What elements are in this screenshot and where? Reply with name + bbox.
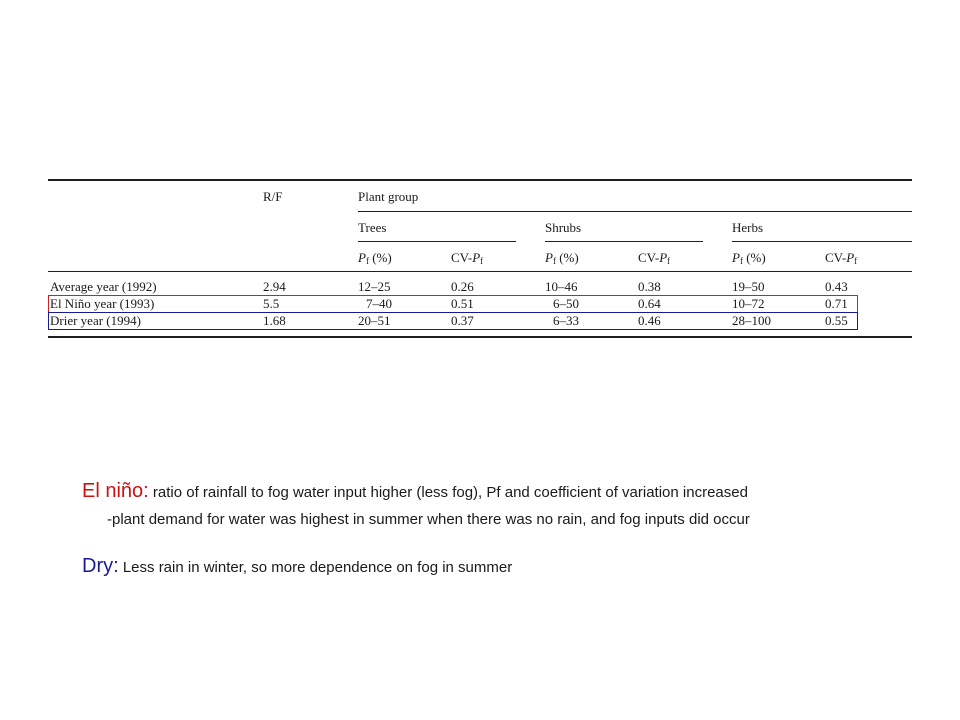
dry-lead: Dry [82,555,114,577]
shrubs-cv-value: 0.64 [638,296,661,311]
shrubs-pf-value: 6–50 [553,296,579,311]
dry-colon: : [113,555,119,577]
row-label: Drier year (1994) [50,313,141,328]
herbs-header: Herbs [732,220,764,235]
rf-value: 2.94 [263,279,286,294]
trees-cv-header: $CV-P_f$ [451,250,484,266]
trees-cv-value: 0.37 [451,313,474,328]
herbs-cv-value: 0.71 [825,296,848,311]
data-table [48,179,912,339]
rf-header: R/F [263,189,283,204]
row-label: Average year (1992) [50,279,157,294]
el-nino-lead: El niño [82,480,144,502]
shrubs-header: Shrubs [545,220,582,235]
trees-pf-value: 12–25 [358,279,391,294]
trees-cv-value: 0.26 [451,279,474,294]
herbs-pf-value: 28–100 [732,313,771,328]
header-bottom-rule [48,271,912,272]
el-nino-text: ratio of rainfall to fog water input higher (less fog), Pf and coefficient of variation increased [148,484,748,501]
shrubs-cv-header: $CV-P_f$ [638,250,671,266]
herbs-pf-value: 10–72 [732,296,765,311]
trees-pf-header: $P_f$ (%) [358,250,392,266]
shrubs-underline [545,241,703,242]
herbs-underline [732,241,912,242]
herbs-pf-value: 19–50 [732,279,765,294]
herbs-pf-header: $P_f$ (%) [732,250,766,266]
row-label: El Niño year (1993) [50,296,155,311]
table-bottom-rule [48,336,912,338]
el-nino-colon: : [143,480,149,502]
rf-value: 5.5 [263,296,280,311]
trees-cv-value: 0.51 [451,296,474,311]
trees-pf-value: 7–40 [366,296,392,311]
herbs-cv-value: 0.43 [825,279,848,294]
shrubs-cv-value: 0.38 [638,279,661,294]
plant-group-header: Plant group [358,189,419,204]
trees-pf-value: 20–51 [358,313,391,328]
trees-underline [358,241,516,242]
el-nino-note-line2: -plant demand for water was highest in summer when there was no rain, and fog inputs did occur [107,511,750,528]
rf-value: 1.68 [263,313,286,328]
shrubs-pf-value: 6–33 [553,313,579,328]
herbs-cv-header: $CV-P_f$ [825,250,858,266]
shrubs-cv-value: 0.46 [638,313,661,328]
shrubs-pf-value: 10–46 [545,279,578,294]
plant-group-rule [358,211,912,212]
trees-header: Trees [358,220,387,235]
dry-text: Less rain in winter, so more dependence on fog in summer [118,559,513,576]
el-nino-note [82,480,748,503]
herbs-cv-value: 0.55 [825,313,848,328]
table-top-rule [48,179,912,181]
dry-note [82,555,512,578]
shrubs-pf-header: $P_f$ (%) [545,250,579,266]
